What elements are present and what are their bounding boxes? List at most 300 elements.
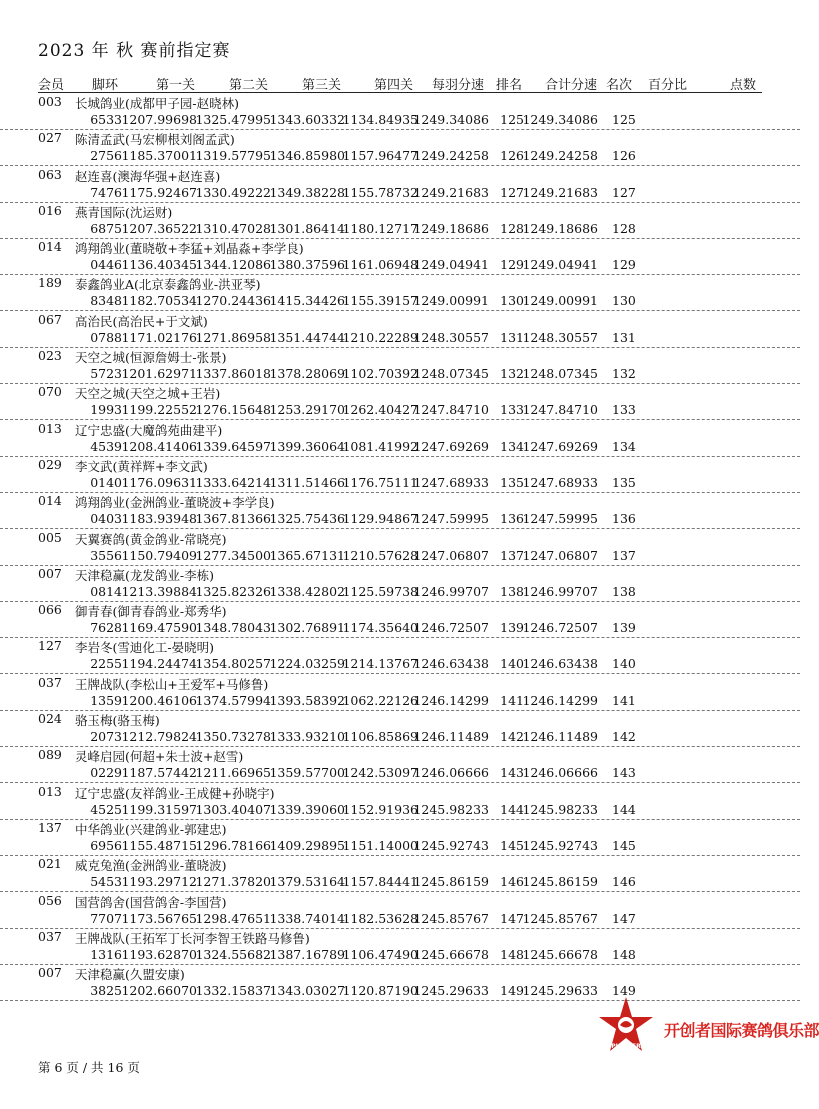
row-values-line — [0, 910, 800, 929]
member-id: 014 — [38, 239, 62, 255]
rank: 142 — [500, 729, 524, 745]
ring-number: 5723 — [90, 366, 122, 382]
stage2-speed: 1350.73278 — [195, 729, 271, 745]
row-values-line — [0, 583, 800, 602]
loft-name: 天津稳赢(久盟安康) — [75, 967, 185, 983]
stage2-speed: 1271.86958 — [195, 329, 271, 345]
average-speed: 1249.24258 — [413, 148, 489, 164]
total-speed: 1245.86159 — [522, 874, 598, 890]
table-row — [0, 637, 800, 673]
row-title-line — [0, 819, 800, 837]
stage4-speed: 1210.57628 — [342, 547, 418, 563]
row-values-line — [0, 438, 800, 457]
total-speed: 1249.18686 — [522, 220, 598, 236]
table-row — [0, 783, 800, 819]
average-speed: 1246.06666 — [413, 765, 489, 781]
row-title-line — [0, 892, 800, 910]
stage3-speed: 1253.29170 — [269, 402, 345, 418]
row-title-line — [0, 202, 800, 220]
stage2-speed: 1354.80257 — [195, 656, 271, 672]
rank: 129 — [500, 257, 524, 273]
stage4-speed: 1174.35640 — [342, 620, 418, 636]
total-speed: 1247.59995 — [522, 511, 598, 527]
stage1-speed: 1213.39884 — [121, 583, 197, 599]
average-speed: 1248.30557 — [413, 329, 489, 345]
stage4-speed: 1134.84935 — [342, 112, 418, 127]
stage1-speed: 1212.79824 — [121, 729, 197, 745]
stage3-speed: 1379.53164 — [269, 874, 345, 890]
loft-name: 王牌战队(李松山+王爱军+马修鲁) — [75, 676, 269, 692]
page-footer: 第 6 页 / 共 16 页 — [38, 1060, 140, 1075]
stage1-speed: 1171.02176 — [121, 329, 197, 345]
table-header — [0, 74, 800, 92]
rank: 139 — [500, 620, 524, 636]
table-row — [0, 565, 800, 601]
member-id: 016 — [38, 202, 62, 218]
member-id: 027 — [38, 130, 62, 146]
stage4-speed: 1176.75111 — [342, 474, 418, 490]
loft-name: 威克兔渔(金洲鸽业-董晓波) — [75, 858, 227, 874]
stage4-speed: 1157.96477 — [342, 148, 418, 164]
stage1-speed: 1182.70534 — [121, 293, 197, 309]
loft-name: 天翼赛鸽(黄金鸽业-常晓亮) — [75, 531, 227, 547]
table-row — [0, 166, 800, 202]
table-row — [0, 420, 800, 456]
header-ring: 脚环 — [92, 78, 119, 93]
row-title-line — [0, 783, 800, 801]
total-speed: 1249.00991 — [522, 293, 598, 309]
loft-name: 天空之城(恒源詹姆士-张景) — [75, 350, 227, 366]
stage4-speed: 1062.22126 — [342, 692, 418, 708]
member-id: 029 — [38, 456, 62, 472]
stage3-speed: 1346.85980 — [269, 148, 345, 164]
stage1-speed: 1208.41406 — [121, 438, 197, 454]
stage2-speed: 1319.57795 — [195, 148, 271, 164]
loft-name: 辽宁忠盛(友祥鸽业-王成健+孙晓宇) — [75, 785, 275, 801]
stage2-speed: 1211.66965 — [195, 765, 271, 781]
total-speed: 1247.68933 — [522, 474, 598, 490]
loft-name: 高治民(高治民+于文斌) — [75, 313, 208, 329]
ring-number: 7476 — [90, 184, 122, 200]
stage2-speed: 1271.37820 — [195, 874, 271, 890]
placing: 147 — [612, 910, 636, 926]
row-title-line — [0, 383, 800, 401]
loft-name: 燕青国际(沈运财) — [75, 204, 173, 220]
stage2-speed: 1310.47028 — [195, 220, 271, 236]
row-title-line — [0, 928, 800, 946]
rank: 126 — [500, 148, 524, 164]
row-title-line — [0, 347, 800, 365]
stage4-speed: 1180.12717 — [342, 220, 418, 236]
placing: 149 — [612, 983, 636, 999]
average-speed: 1249.34086 — [413, 112, 489, 127]
stage1-speed: 1200.46106 — [121, 692, 197, 708]
stage3-speed: 1415.34426 — [269, 293, 345, 309]
placing: 131 — [612, 329, 636, 345]
ring-number: 7707 — [90, 910, 122, 926]
placing: 144 — [612, 801, 636, 817]
header-rank: 排名 — [496, 78, 523, 93]
placing: 138 — [612, 583, 636, 599]
row-values-line — [0, 801, 800, 820]
loft-name: 国营鸽舍(国营鸽舍-李国营) — [75, 894, 227, 910]
header-speed: 每羽分速 — [432, 78, 485, 93]
stage2-speed: 1277.34500 — [195, 547, 271, 563]
loft-name: 鸿翔鸽业(金洲鸽业-董晓波+李学良) — [75, 495, 275, 511]
average-speed: 1249.04941 — [413, 257, 489, 273]
ring-number: 6533 — [90, 112, 122, 127]
stage1-speed: 1199.31597 — [121, 801, 197, 817]
table-row — [0, 93, 800, 129]
member-id: 003 — [38, 94, 62, 109]
stage4-speed: 1155.78732 — [342, 184, 418, 200]
rank: 132 — [500, 366, 524, 382]
placing: 128 — [612, 220, 636, 236]
total-speed: 1247.84710 — [522, 402, 598, 418]
placing: 136 — [612, 511, 636, 527]
stage3-speed: 1351.44744 — [269, 329, 345, 345]
member-id: 013 — [38, 783, 62, 799]
header-member: 会员 — [38, 78, 65, 93]
rank: 144 — [500, 801, 524, 817]
rank: 147 — [500, 910, 524, 926]
placing: 130 — [612, 293, 636, 309]
rank: 136 — [500, 511, 524, 527]
stage1-speed: 1207.99698 — [121, 112, 197, 127]
header-stage2: 第二关 — [229, 78, 269, 93]
average-speed: 1245.86159 — [413, 874, 489, 890]
stage3-speed: 1325.75436 — [269, 511, 345, 527]
total-speed: 1245.98233 — [522, 801, 598, 817]
row-values-line — [0, 547, 800, 566]
total-speed: 1245.92743 — [522, 837, 598, 853]
stage2-speed: 1270.24436 — [195, 293, 271, 309]
member-id: 137 — [38, 819, 62, 835]
table-row — [0, 492, 800, 528]
stage4-speed: 1125.59738 — [342, 583, 418, 599]
row-title-line — [0, 274, 800, 292]
placing: 137 — [612, 547, 636, 563]
stage1-speed: 1150.79409 — [121, 547, 197, 563]
table-row — [0, 674, 800, 710]
total-speed: 1249.21683 — [522, 184, 598, 200]
ring-number: 2255 — [90, 656, 122, 672]
loft-name: 鸿翔鸽业(董晓敬+李猛+刘晶淼+李学良) — [75, 241, 304, 257]
header-stage3: 第三关 — [302, 78, 342, 93]
stage4-speed: 1081.41992 — [342, 438, 418, 454]
header-total: 合计分速 — [545, 78, 598, 93]
total-speed: 1246.14299 — [522, 692, 598, 708]
member-id: 070 — [38, 384, 62, 400]
total-speed: 1246.63438 — [522, 656, 598, 672]
row-values-line — [0, 474, 800, 493]
average-speed: 1249.18686 — [413, 220, 489, 236]
placing: 139 — [612, 620, 636, 636]
stage3-speed: 1338.42802 — [269, 583, 345, 599]
member-id: 089 — [38, 747, 62, 763]
stage3-speed: 1343.60332 — [269, 112, 345, 127]
table-row — [0, 311, 800, 347]
rank: 135 — [500, 474, 524, 490]
loft-name: 辽宁忠盛(大魔鸽苑曲建平) — [75, 422, 223, 438]
member-id: 007 — [38, 965, 62, 981]
ring-number: 6875 — [90, 220, 122, 236]
member-id: 056 — [38, 892, 62, 908]
stage3-speed: 1378.28069 — [269, 366, 345, 382]
loft-name: 御青春(御青春鸽业-郑秀华) — [75, 604, 227, 620]
total-speed: 1246.06666 — [522, 765, 598, 781]
page-title: 2023 年 秋 赛前指定赛 — [38, 41, 231, 61]
placing: 143 — [612, 765, 636, 781]
average-speed: 1248.07345 — [413, 366, 489, 382]
ring-number: 0403 — [90, 511, 122, 527]
stage2-speed: 1367.81366 — [195, 511, 271, 527]
total-speed: 1246.72507 — [522, 620, 598, 636]
total-speed: 1245.66678 — [522, 946, 598, 962]
table-row — [0, 456, 800, 492]
stage4-speed: 1129.94867 — [342, 511, 418, 527]
total-speed: 1249.34086 — [522, 112, 598, 127]
stage4-speed: 1262.40427 — [342, 402, 418, 418]
table-row — [0, 274, 800, 310]
rank: 143 — [500, 765, 524, 781]
stage3-speed: 1339.39060 — [269, 801, 345, 817]
club-name: 开创者国际赛鸽俱乐部 — [664, 1021, 819, 1040]
total-speed: 1246.99707 — [522, 583, 598, 599]
stage2-speed: 1276.15648 — [195, 402, 271, 418]
row-values-line — [0, 111, 800, 130]
ring-number: 5453 — [90, 874, 122, 890]
row-values-line — [0, 220, 800, 239]
stage1-speed: 1201.62971 — [121, 366, 197, 382]
rank: 149 — [500, 983, 524, 999]
stage2-speed: 1324.55682 — [195, 946, 271, 962]
stage3-speed: 1338.74014 — [269, 910, 345, 926]
ring-number: 7628 — [90, 620, 122, 636]
stage2-speed: 1337.86018 — [195, 366, 271, 382]
average-speed: 1249.00991 — [413, 293, 489, 309]
row-values-line — [0, 256, 800, 275]
row-title-line — [0, 710, 800, 728]
loft-name: 李岩冬(雪迪化工-晏晓明) — [75, 640, 214, 656]
rank: 130 — [500, 293, 524, 309]
placing: 145 — [612, 837, 636, 853]
average-speed: 1245.98233 — [413, 801, 489, 817]
total-speed: 1247.06807 — [522, 547, 598, 563]
row-title-line — [0, 456, 800, 474]
placing: 127 — [612, 184, 636, 200]
table-row — [0, 347, 800, 383]
stage4-speed: 1210.22289 — [342, 329, 418, 345]
row-title-line — [0, 601, 800, 619]
placing: 126 — [612, 148, 636, 164]
stage3-speed: 1302.76891 — [269, 620, 345, 636]
row-values-line — [0, 292, 800, 311]
rank: 137 — [500, 547, 524, 563]
placing: 148 — [612, 946, 636, 962]
average-speed: 1245.66678 — [413, 946, 489, 962]
stage3-speed: 1359.57700 — [269, 765, 345, 781]
stage1-speed: 1193.29712 — [121, 874, 197, 890]
stage1-speed: 1169.47590 — [121, 620, 197, 636]
rank: 146 — [500, 874, 524, 890]
member-id: 037 — [38, 928, 62, 944]
loft-name: 陈清孟武(马宏柳根刘阁孟武) — [75, 132, 235, 148]
header-percent: 百分比 — [648, 78, 688, 93]
header-order: 名次 — [606, 78, 633, 93]
table-row — [0, 129, 800, 165]
total-speed: 1246.11489 — [522, 729, 598, 745]
ring-number: 4539 — [90, 438, 122, 454]
rank: 131 — [500, 329, 524, 345]
average-speed: 1246.63438 — [413, 656, 489, 672]
stage1-speed: 1183.93948 — [121, 511, 197, 527]
table-row — [0, 746, 800, 782]
rank: 133 — [500, 402, 524, 418]
ring-number: 0229 — [90, 765, 122, 781]
total-speed: 1245.29633 — [522, 983, 598, 999]
ring-number: 1993 — [90, 402, 122, 418]
stage3-speed: 1380.37596 — [269, 257, 345, 273]
table-row — [0, 710, 800, 746]
row-values-line — [0, 728, 800, 747]
stage4-speed: 1106.85869 — [342, 729, 418, 745]
row-values-line — [0, 329, 800, 348]
stage2-speed: 1325.82326 — [195, 583, 271, 599]
average-speed: 1246.14299 — [413, 692, 489, 708]
average-speed: 1245.92743 — [413, 837, 489, 853]
average-speed: 1247.06807 — [413, 547, 489, 563]
average-speed: 1246.11489 — [413, 729, 489, 745]
average-speed: 1247.84710 — [413, 402, 489, 418]
member-id: 067 — [38, 311, 62, 327]
ring-number: 0140 — [90, 474, 122, 490]
member-id: 189 — [38, 275, 62, 291]
placing: 132 — [612, 366, 636, 382]
stage2-speed: 1330.49222 — [195, 184, 271, 200]
average-speed: 1245.85767 — [413, 910, 489, 926]
table-row — [0, 855, 800, 891]
table-row — [0, 238, 800, 274]
ring-number: 0788 — [90, 329, 122, 345]
member-id: 023 — [38, 348, 62, 364]
stage2-speed: 1348.78043 — [195, 620, 271, 636]
stage2-speed: 1303.40407 — [195, 801, 271, 817]
stage3-speed: 1399.36064 — [269, 438, 345, 454]
stage3-speed: 1311.51466 — [269, 474, 345, 490]
loft-name: 王牌战队(王拓军丁长河李智王铁路马修鲁) — [75, 930, 310, 946]
total-speed: 1247.69269 — [522, 438, 598, 454]
stage3-speed: 1409.29895 — [269, 837, 345, 853]
total-speed: 1248.07345 — [522, 366, 598, 382]
stage4-speed: 1155.39157 — [342, 293, 418, 309]
ring-number: 0814 — [90, 583, 122, 599]
loft-name: 泰鑫鸽业A(北京泰鑫鸽业-洪亚琴) — [75, 277, 261, 293]
placing: 129 — [612, 257, 636, 273]
average-speed: 1247.69269 — [413, 438, 489, 454]
row-title-line — [0, 492, 800, 510]
row-values-line — [0, 619, 800, 638]
placing: 134 — [612, 438, 636, 454]
stage1-speed: 1185.37001 — [121, 148, 197, 164]
average-speed: 1247.59995 — [413, 511, 489, 527]
ring-number: 1359 — [90, 692, 122, 708]
stage4-speed: 1157.84441 — [342, 874, 418, 890]
results-table — [0, 93, 800, 1000]
table-row — [0, 928, 800, 964]
ring-number: 3825 — [90, 983, 122, 999]
ring-number: 8348 — [90, 293, 122, 309]
rank: 134 — [500, 438, 524, 454]
placing: 125 — [612, 112, 636, 127]
row-values-line — [0, 873, 800, 892]
row-title-line — [0, 129, 800, 147]
member-id: 014 — [38, 493, 62, 509]
ring-number: 2073 — [90, 729, 122, 745]
row-values-line — [0, 655, 800, 674]
loft-name: 李文武(黄祥辉+李文武) — [75, 458, 208, 474]
stage3-speed: 1365.67131 — [269, 547, 345, 563]
row-values-line — [0, 510, 800, 529]
member-id: 005 — [38, 529, 62, 545]
loft-name: 长城鸽业(成都甲子园-赵晓林) — [75, 96, 239, 111]
row-values-line — [0, 764, 800, 783]
rank: 141 — [500, 692, 524, 708]
stage1-speed: 1173.56765 — [121, 910, 197, 926]
row-values-line — [0, 692, 800, 711]
row-title-line — [0, 166, 800, 184]
stage3-speed: 1333.93210 — [269, 729, 345, 745]
member-id: 013 — [38, 420, 62, 436]
stage1-speed: 1202.66070 — [121, 983, 197, 999]
header-points: 点数 — [730, 78, 757, 93]
stage3-speed: 1301.86414 — [269, 220, 345, 236]
stage1-speed: 1155.48715 — [121, 837, 197, 853]
loft-name: 天空之城(天空之城+王岩) — [75, 386, 221, 402]
stage3-speed: 1349.38228 — [269, 184, 345, 200]
member-id: 024 — [38, 711, 62, 727]
placing: 141 — [612, 692, 636, 708]
row-title-line — [0, 565, 800, 583]
ring-number: 6956 — [90, 837, 122, 853]
average-speed: 1246.72507 — [413, 620, 489, 636]
row-title-line — [0, 93, 800, 111]
stage1-speed: 1136.40345 — [121, 257, 197, 273]
rank: 125 — [500, 112, 524, 127]
loft-name: 中华鸽业(兴建鸽业-郭建忠) — [75, 821, 227, 837]
table-row — [0, 819, 800, 855]
average-speed: 1245.29633 — [413, 983, 489, 999]
ring-number: 1316 — [90, 946, 122, 962]
stage4-speed: 1151.14000 — [342, 837, 418, 853]
stage1-speed: 1175.92467 — [121, 184, 197, 200]
loft-name: 赵连喜(澳海华强+赵连喜) — [75, 168, 221, 184]
rank: 127 — [500, 184, 524, 200]
stage4-speed: 1214.13767 — [342, 656, 418, 672]
stage1-speed: 1187.57442 — [121, 765, 197, 781]
row-title-line — [0, 964, 800, 982]
total-speed: 1249.04941 — [522, 257, 598, 273]
stage3-speed: 1387.16789 — [269, 946, 345, 962]
total-speed: 1245.85767 — [522, 910, 598, 926]
row-values-line — [0, 184, 800, 203]
stage3-speed: 1393.58392 — [269, 692, 345, 708]
stage3-speed: 1343.03027 — [269, 983, 345, 999]
row-title-line — [0, 311, 800, 329]
total-speed: 1249.24258 — [522, 148, 598, 164]
placing: 135 — [612, 474, 636, 490]
table-row — [0, 202, 800, 238]
